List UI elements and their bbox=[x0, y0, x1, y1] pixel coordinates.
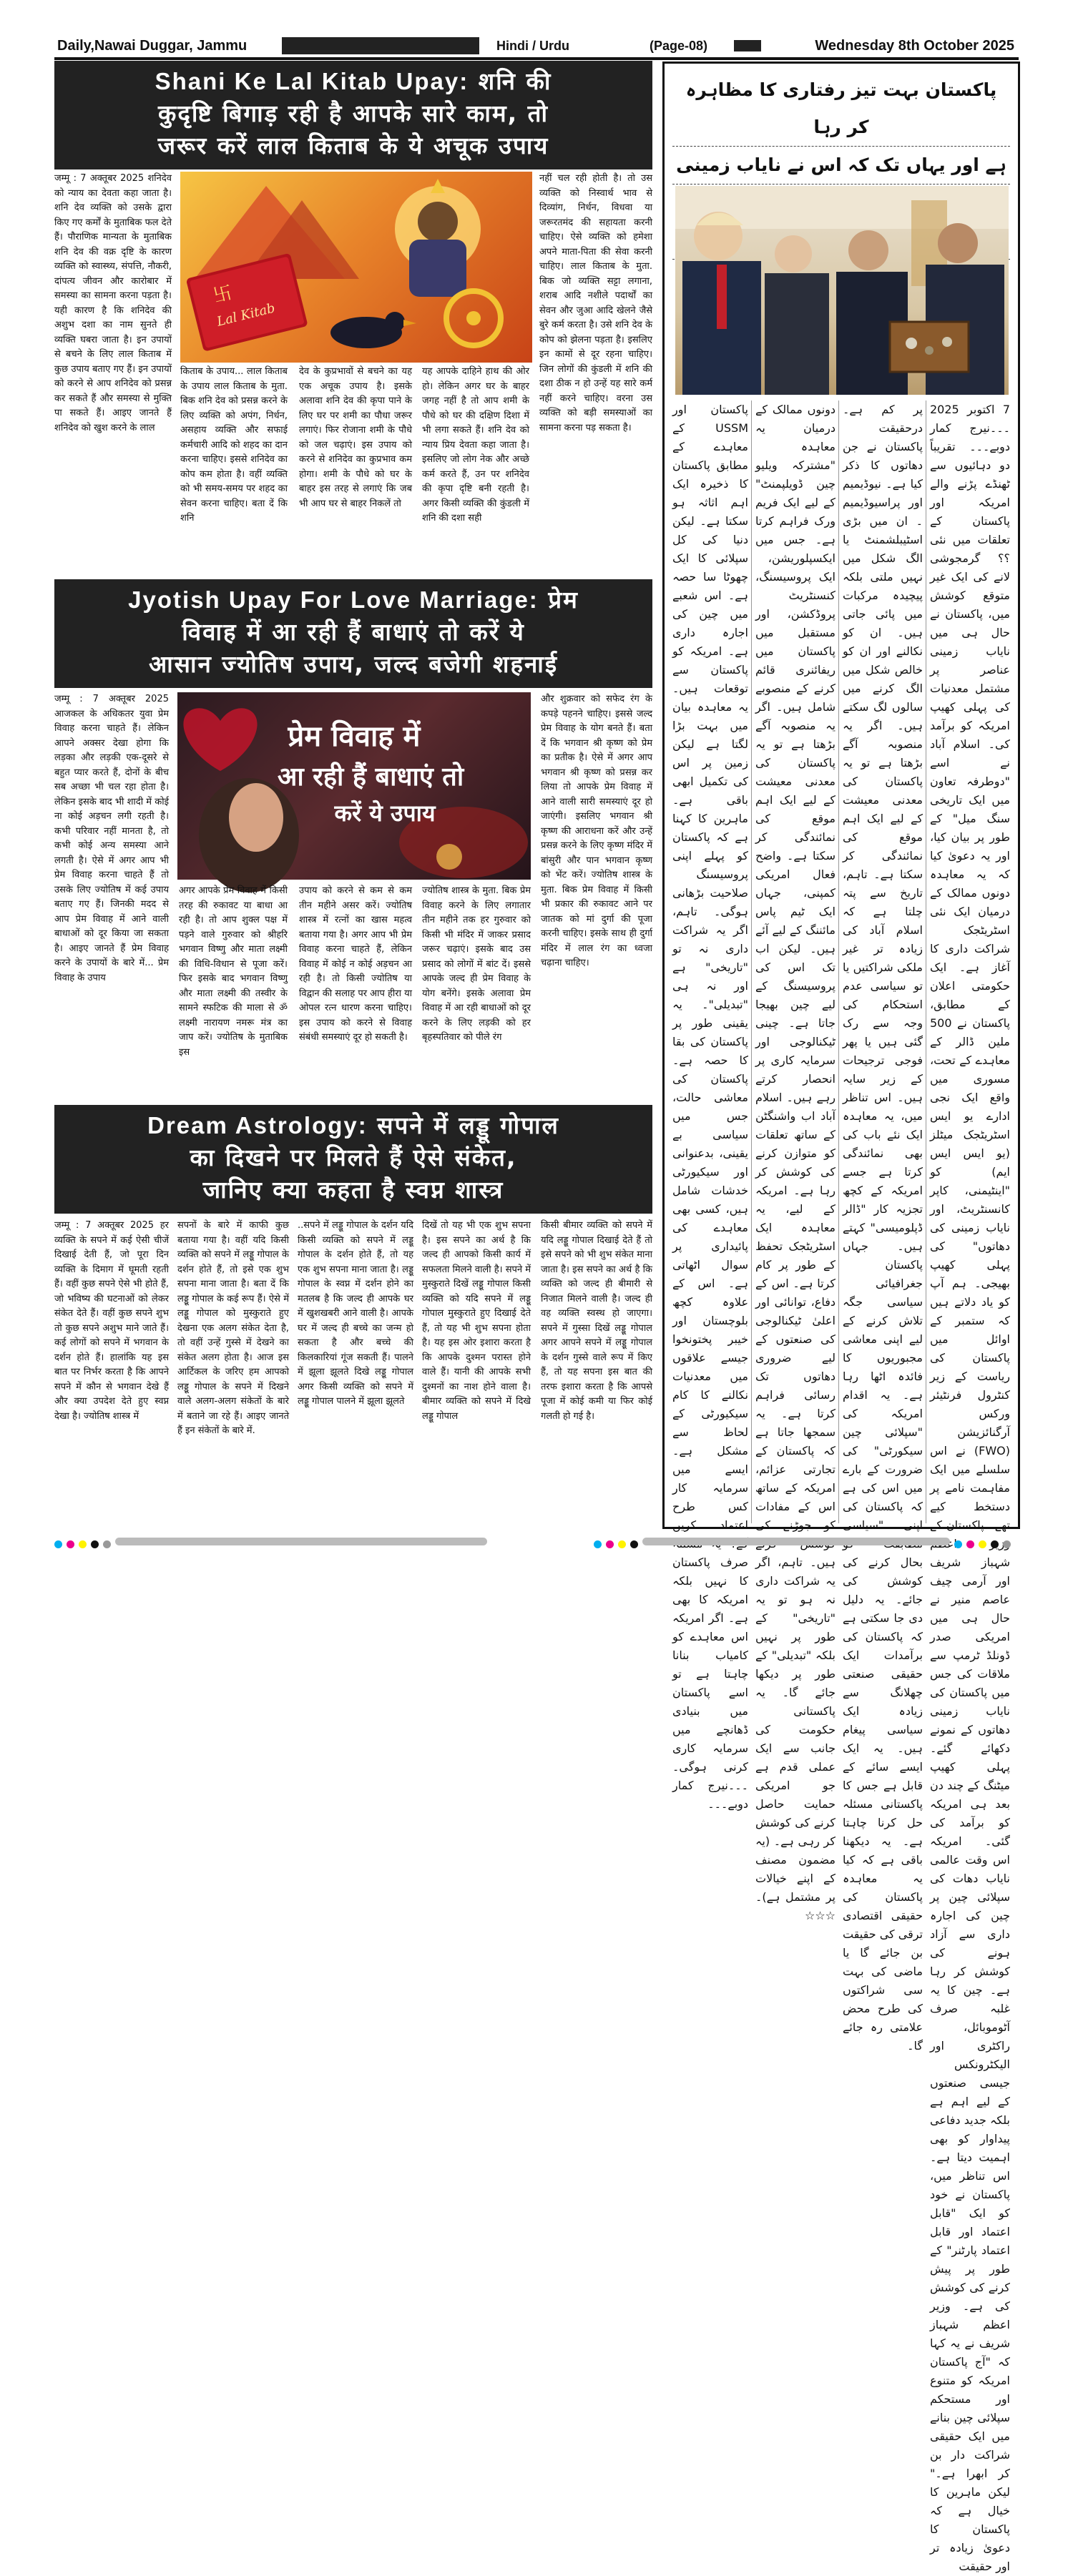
urdu-col3: دونوں ممالک کے درمیان یہ معاہدہ "مشترکہ ویلیو چین ڈویلپمنٹ" کے لیے ایک فریم ورک فراہم کرتا ہے۔ جس میں ایکسپلوریشن، ایک پروسیسنگ، کنسنٹریٹ پروڈکشن، اور مستقبل میں پاکستان میں ریفائنری قائم کرنے کے منصوبے شامل ہیں۔ اگر یہ منصوبہ آگے بڑھتا ہے تو یہ پاکستان کی معدنی معیشت کے لیے ایک اہم موقع کی نمائندگی کر سکتا ہے۔ واضح فعال امریکی کمپنی، جہاں ایک ٹیم پاس مائننگ کے لیے آئے ہیں۔ لیکن اب تک اس کی پروسیسنگ کے لیے چین بھیجا جاتا ہے۔ چینی ٹیکنالوجی اور سرمایہ کاری پر انحصار کرتے رہے ہیں۔ اسلام آباد اب واشنگٹن کے ساتھ تعلقات کو متوازن کرنے کی کوشش کر رہا ہے۔ امریکہ کے لیے، یہ معاہدہ ایک اسٹریٹجک تحفظ کے طور پر کام کرتا ہے۔ اس کے دفاع، توانائی اور اعلیٰ ٹیکنالوجی کی صنعتوں کے لیے ضروری دھاتوں تک رسائی فراہم کرتا ہے۔ یہ سمجھا جاتا ہے کہ پاکستان کے تجارتی عزائم، امریکہ کے ساتھ اس کے مفادات کو جوڑنے کی ہیں۔ تاہم، اگر یہ شراکت داری نہ ہو تو یہ "تاریخی" کے طور پر نہیں بلکہ "تبدیلی" کے طور پر دیکھا جائے گا۔ یہ پاکستانی حکومت کی جانب سے ایک عملی قدم ہے جو امریکی حمایت حاصل کرنے کی کوشش کر رہی ہے۔ (یہ مضمون مصنف کے اپنے خیالات پر مشتمل ہے)۔ ☆☆☆ bbox=[755, 403, 836, 1922]
grey-bar bbox=[115, 1538, 487, 1545]
article1-title-hi-2: कुदृष्टि बिगाड़ रही है आपके सारे काम, तो bbox=[157, 99, 549, 127]
article1-col2: किताब के उपाय... लाल किताब के उपाय लाल किताब के मुता. बिक शनि देव को प्रसन्न करने के लिए व्यक्ति को अपंग, निर्धन, असहाय व्यक्ति और सफाई कर्मचारी आदि को शहद का दान करना चाहिए। इससे शनिदेव का कोप कम होता है। वहीं व्यक्ति को भी समय-समय पर शहद का सेवन करना चाहिए। बता दें कि शनि bbox=[180, 366, 288, 523]
meeting-illustration bbox=[675, 186, 1009, 395]
article3-col2: सपनों के बारे में काफी कुछ बताया गया है। वहीं यदि किसी व्यक्ति को सपने में लड्डू गोपाल के दर्शन होते हैं, तो इसे एक शुभ सपना माना जाता है। बता दें कि लड्डू गोपाल के कई रूप हैं। ऐसे में लड्डू गोपाल को मुस्कुराते हुए देखना एक अलग संकेत देता है, तो वहीं उन्हें गुस्से में देखने का संकेत अलग होता है। आज इस आर्टिकल के जरिए हम आपको लड्डू गोपाल के सपने में दिखने वाले अलग-अलग संकेतों के बारे में बताने जा रहे हैं। आइए जानते हैं इन संकेतों के बारे में. bbox=[177, 1220, 289, 1436]
photo-text-line2: आ रही हैं बाधाएं तो bbox=[277, 762, 464, 792]
article1-col3: देव के कुप्रभावों से बचने का यह एक अचूक उपाय है। इसके अलावा शनि देव की कृपा पाने के लिए घर पर शमी का पौधा जरूर लगाएं। फिर रोजाना शमी के पौधे को जल चढ़ाएं। इस उपाय को करने से शनिदेव का कुप्रभाव कम होगा। शमी के पौधे को घर के बाहर इस तरह से लगाएं कि जब भी आप घर से बाहर निकलें तो bbox=[299, 366, 412, 509]
urdu-col4: پاکستان اور USSM کے معاہدے کے مطابق پاکستان کا ذخیرہ ایک اہم اثاثہ ہو سکتا ہے۔ لیکن دنیا کی کل سپلائی کا ایک چھوٹا سا حصہ ہے۔ اس شعبے میں چین کی اجارہ داری ہے۔ امریکہ کو پاکستان سے توقعات ہیں۔ یہ معاہدہ بیان میں بہت بڑا لگتا ہے لیکن زمین پر اس کی تکمیل ابھی باقی ہے۔ ماہرین کا کہنا ہے کہ پاکستان کو پہلے اپنی پروسیسنگ صلاحیت بڑھانی ہوگی۔ تاہم، اگر یہ شراکت داری نہ تو "تاریخی" ہے اور نہ ہی "تبدیلی"۔ یہ یقینی طور پر پاکستان کی بقا کا حصہ ہے۔ پاکستان کی معاشی حالت، جس میں سیاسی بے یقینی، بدعنوانی اور سیکیورٹی خدشات شامل ہیں، کسی بھی معاہدے کی پائیداری پر سوال اٹھاتی ہے۔ اس کے علاوہ کچھ بلوچستان اور خیبر پختونخوا جیسے علاقوں میں معدنیات نکالنے کا کام سیکیورٹی کے لحاظ سے مشکل ہے۔ ایسے میں سرمایہ کار کس طرح اعتماد کریں صرف پاکستان کا نہیں بلکہ امریکہ کا بھی ہے۔ اگر امریکہ اس معاہدے کو کامیاب بنانا چاہتا ہے تو اسے پاکستان میں بنیادی ڈھانچے میں سرمایہ کاری کرنی ہوگی۔ ۔۔۔نیرج کمار دوبے۔۔۔ bbox=[672, 403, 748, 1811]
article1-col4: यह आपके दाहिने हाथ की ओर हो। लेकिन अगर घर के बाहर जगह नहीं है तो आप शमी के पौधे को घर की दक्षिण दिशा में भी लगा सकते हैं। शनि देव को न्याय प्रिय देवता कहा जाता है। इसलिए जो लोग नेक और अच्छे कर्म करते हैं, उन पर शनिदेव की कृपा दृष्टि बनी रहती है। अगर किसी व्यक्ति की कुंडली में शनि की दशा सही bbox=[422, 366, 529, 523]
yellow-dot bbox=[79, 1540, 87, 1548]
article2-col4: ज्योतिष शास्त्र के मुता. बिक प्रेम विवाह करने के लिए लगातार तीन महीने तक हर गुरुवार को किसी भी मंदिर में जाकर प्रसाद जरूर चढ़ाएं। इसके बाद उस प्रसाद को लोगों में बांट दें। इससे आपके जल्द ही प्रेम विवाह के योग बनेंगे। इसके अलावा प्रेम विवाह में आ रही बाधाओं को दूर करने के लिए लड़की को हर बृहस्पतिवार को पीले रंग bbox=[422, 885, 531, 1043]
article1-headline bbox=[54, 61, 652, 169]
article1-col1: जम्मू : 7 अक्तूबर 2025 शनिदेव को न्याय का देवता कहा जाता है। शनि देव व्यक्ति को उसके द्वारा किए गए कर्मों के मुताबिक फल देते हैं। पौराणिक मान्यता के मुताबिक शनि देव की वक्र दृष्टि के कारण व्यक्ति को स्वास्थ्य, संपत्ति, नौकरी, दांपत्य जीवन और कारोबार में समस्या का सामना करना पड़ता है। यही कारण है कि शनिदेव की अशुभ दशा का नाम सुनते ही व्यक्ति घबरा जाता है। इन उपायों से बचने के लिए लाल किताब में कुछ उपाय बताए गए हैं। इन उपायों को करने से आप शनिदेव को प्रसन्न कर सकते हैं और समस्या से मुक्ति पा सकते हैं। आइए जानते हैं शनिदेव को खुश करने के लाल bbox=[54, 173, 172, 433]
article2-col1: जम्मू : 7 अक्तूबर 2025 आजकल के अधिकतर युवा प्रेम विवाह करना चाहते हैं। लेकिन आपने अक्सर देखा होगा कि लड़का और लड़की एक-दूसरे से बहुत प्यार करते हैं, दोनों के बीच सब अच्छा भी चल रहा होता है। लेकिन इसके बाद भी शादी में कोई ना कोई अड़चन लगी रहती है। कभी परिवार नहीं मानता है, तो कभी कोई अन्य समस्या आने लगती है। ऐसे में अगर आप भी प्रेम विवाह करना चाहते हैं तो उसके लिए ज्योतिष में कई उपाय बताए गए हैं। जिनकी मदद से आप प्रेम विवाह में आने वाली बाधाओं को दूर किया जा सकता है। आइए जानते हैं प्रेम विवाह करने के उपायों के बारे में... प्रेम विवाह के उपाय bbox=[54, 694, 169, 983]
issue-date: Wednesday 8th October 2025 bbox=[815, 38, 1014, 54]
magenta-dot bbox=[966, 1540, 974, 1548]
magenta-dot bbox=[606, 1540, 614, 1548]
cyan-dot bbox=[54, 1540, 62, 1548]
urdu-col1: 7 اکتوبر 2025 ۔۔۔نیرج کمار دوبے۔۔۔ تقریباً دو دہائیوں سے ٹھنڈے پڑنے والے امریکہ اور پاکستان کے تعلقات میں نئی ؟؟ گرمجوشی لانے کی ایک غیر متوقع کوشش میں، پاکستان نے حال ہی میں نایاب زمینی عناصر پر مشتمل معدنیات کی پہلی کھیپ امریکہ کو برآمد کی۔ اسلام آباد نے اسے "دوطرفہ تعاون میں ایک تاریخی سنگ میل" کے طور پر بیان کیا، اور یہ دعویٰ کیا کہ یہ معاہدہ دونوں ممالک کے درمیان ایک نئی اسٹریٹجک شراکت داری کا آغاز ہے۔ ایک حکومتی اعلان کے مطابق، پاکستان نے 500 ملین ڈالر کے معاہدے کے تحت، مسوری میں واقع ایک نجی ادارے یو ایس اسٹریٹجک میٹلز (یو ایس ایس ایم) کو "اینٹیمنی، کاپر کانسنٹریٹ، اور نایاب زمینی کی دھاتوں" کی پہلی کھیپ بھیجی۔ ہم آپ کو یاد دلاتے ہیں کہ ستمبر کے اوائل میں پاکستان کی ریاست کے زیر کنٹرول فرنٹیئر ورکس آرگنائزیشن (FWO) نے اس سلسلے میں ایک مفاہمت نامے پر دستخط کیے تھے۔ پاکستان کے وزیر شہباز شریف اور آرمی چیف عاصم منیر نے حال ہی میں امریکی صدر ڈونلڈ ٹرمپ سے ملاقات کی جس میں پاکستان کی نایاب زمینی دھاتوں کے نمونے دکھائے گئے۔ پہلی کھیپ میٹنگ کے چند دن بعد ہی امریکہ کو برآمد کی گئی۔ امریکہ اس وقت عالمی نایاب دھات کی سپلائی چین پر چین کی اجارہ داری سے آزاد ہونے کی کوشش کر رہا ہے۔ چین کا یہ غلبہ صرف آٹوموبائل، راکٹری اور الیکٹرونکس جیسی صنعتوں کے لیے اہم ہے بلکہ جدید دفاعی پیداوار کو بھی اہمیت دیتا ہے۔ اس تناظر میں، پاکستان نے خود کو ایک "قابل اعتماد اور قابل اعتماد پارٹنر" کے طور پر پیش کرنے کی کوشش کی ہے۔ وزیر اعظم شہباز شریف نے یہ کہا کہ "آج پاکستان امریکہ کو متنوع اور مستحکم سپلائی چین بنانے میں ایک حقیقی شراکت دار بن کر ابھرا ہے۔" لیکن ماہرین کا خیال ہے کہ پاکستان کا دعویٰ زیادہ تر اور حقیقت bbox=[930, 403, 1010, 2573]
page-number: (Page-08) bbox=[650, 39, 708, 53]
photo-text-line3: करें ये उपाय bbox=[334, 800, 436, 827]
love-marriage-illustration bbox=[177, 692, 531, 880]
article3-title-hi-3: जानिए क्या कहता है स्वप्न शास्त्र bbox=[202, 1176, 504, 1204]
svg-text:卐: 卐 bbox=[211, 282, 235, 308]
urdu-headline-line2: ہے اور یہاں تک کہ اس نے نایاب زمینی bbox=[672, 147, 1010, 185]
black-dot bbox=[91, 1540, 99, 1548]
article1-title-en: Shani Ke Lal Kitab Upay: bbox=[155, 68, 469, 94]
article2-title-hi-3: आसान ज्योतिष उपाय, जल्द बजेगी शहनाई bbox=[148, 650, 559, 678]
article3-col3: ..सपने में लड्डू गोपाल के दर्शन यदि किसी व्यक्ति को सपने में लड्डू गोपाल के दर्शन होते हैं, तो यह एक शुभ सपना माना जाता है। लड्डू गोपाल के स्वप्न में दर्शन होने का मतलब है कि जल्द ही आपके घर में खुशखबरी आने वाली है। आपके घर में जल्द ही बच्चे का जन्म हो सकता है और बच्चे की किलकारियां गूंज सकती हैं। पालने में झूला झूलते दिखे लड्डू गोपाल अगर किसी व्यक्ति को सपने में लड्डू गोपाल पालने में झूला झूलते bbox=[298, 1220, 413, 1407]
article1-title-hi-3: जरूर करें लाल किताब के ये अचूक उपाय bbox=[157, 132, 549, 159]
registration-marks-left bbox=[54, 1538, 487, 1548]
masthead-black-bar-right bbox=[734, 40, 761, 51]
article2-headline bbox=[54, 579, 652, 688]
urdu-photo-meeting bbox=[675, 186, 1009, 395]
article3-headline bbox=[54, 1105, 652, 1214]
urdu-col2: پر کم ہے۔ درحقیقت پاکستان نے جن دھاتوں کا ذکر کیا ہے۔ نیوڈیمیم اور پراسیوڈیمیم ۔ ان میں بڑی اسٹیبلشمنٹ یا الگ شکل میں نہیں ملتی بلکہ پیچیدہ مرکبات میں پائی جاتی ہیں۔ ان کو نکالنے اور ان کو خالص شکل میں الگ کرنے میں سالوں لگ سکتے ہیں۔ اگر یہ منصوبہ آگے بڑھتا ہے تو یہ پاکستان کی معدنی معیشت کے لیے ایک اہم موقع کی نمائندگی کر سکتا ہے۔ تاہم، تاریخ سے پتہ چلتا ہے کہ اسلام آباد کی زیادہ تر غیر ملکی شراکتیں یا تو سیاسی عدم استحکام کی وجہ سے رک گئی ہیں یا پھر فوجی ترجیحات کے زیر سایہ ہیں۔ اس تناظر میں، یہ معاہدہ ایک نئے باب کی بھی نمائندگی کرتا ہے جسے امریکہ کے کچھ تجزیہ کار "ڈالر ڈپلومیسی" کہتے ہیں۔ جہاں پاکستان جغرافیائی سیاسی جگہ تلاش کرنے کے لیے اپنی معاشی مجبوریوں کا فائدہ اٹھا رہا ہے۔ یہ اقدام امریکہ کی "سپلائی چین سیکورٹی" کی ضرورت کے بارے میں اس کی ہے کہ پاکستان کی اپنی "سیاسی بحال کرنے کی کوشش کی جائے۔ یہ دلیل دی جا سکتی ہے کہ پاکستان کی برآمدات ایک حقیقی صنعتی چھلانگ سے زیادہ ایک سیاسی پیغام ہیں۔ یہ ایک ایسے سائے کے قابل ہے جس کا پاکستانی مسئلہ حل کرنا چاہتا ہے۔ یہ دیکھنا باقی ہے کہ کیا یہ معاہدہ پاکستان کی حقیقی اقتصادی ترقی کی حقیقت بن جائے گا یا ماضی کی بہت سی شراکتوں کی طرح محض علامتی رہ جائے گا۔ bbox=[842, 403, 923, 2053]
article1-photo-shani-lal-kitab bbox=[180, 172, 532, 363]
grey-bar bbox=[642, 1538, 950, 1545]
article2-col5: और शुक्रवार को सफेद रंग के कपड़े पहनने चाहिए। इससे जल्द प्रेम विवाह के योग बनते हैं। बता दें कि भगवान श्री कृष्ण को प्रेम का प्रतीक है। ऐसे में अगर आप भगवान श्री कृष्ण को प्रसन्न कर लिया तो आपके प्रेम विवाह में आने वाली सारी समस्याएं दूर हो जाएंगी। इसलिए भगवान श्री कृष्ण की आराधना करें और उन्हें प्रसन्न करने के लिए कृष्ण मंदिर में बांसुरी और पान भगवान कृष्ण को भेंट करें। ज्योतिष शास्त्र के मुता. बिक प्रेम विवाह में किसी भी प्रकार की रुकावट आने पर जातक को मां दुर्गा की पूजा करनी चाहिए। इसके साथ ही दुर्गा मंदिर में लाल रंग का ध्वजा चढ़ाना चाहिए। bbox=[541, 694, 652, 968]
masthead bbox=[54, 36, 1019, 57]
paper-name: Daily,Nawai Duggar, Jammu bbox=[57, 38, 248, 54]
article1-col5: नहीं चल रही होती है। तो उस व्यक्ति को निस्वार्थ भाव से दिव्यांग, निर्धन, विधवा या जरूरतमंद की सहायता करनी चाहिए। ऐसे व्यक्ति को हमेशा अपने माता-पिता की सेवा करनी चाहिए। लाल किताब के मुता. बिक जो व्यक्ति सट्टा लगाना, शराब आदि नशीले पदार्थों का सेवन और जुआ आदि खेलने जैसे बुरे कर्म करता है। उसे शनि देव के कोप को झेलना पड़ता है। इसलिए इन कामों से दूर रहना चाहिए। जिन लोगों की कुंडली में शनि की दशा ठीक न हो उन्हें यह सारे कर्म नहीं करने चाहिए। वरना उस व्यक्ति को बड़ी समस्याओं का सामना करना पड़ सकता है। bbox=[539, 173, 652, 433]
article3-col5: किसी बीमार व्यक्ति को सपने में यदि लड्डू गोपाल दिखाई देते हैं तो इसे सपने को भी शुभ संकेत माना जाता है। इस सपने का अर्थ है कि व्यक्ति को जल्द ही बीमारी से निजात मिलने वाली है। जल्द ही वह व्यक्ति स्वस्थ हो जाएगा। सपने में गुस्सा दिखें लड्डू गोपाल अगर आपने सपने में लड्डू गोपाल के दर्शन गुस्से वाले रूप में किए हैं, तो यह सपना इस बात की तरफ इशारा करता है कि आपसे पूजा में कोई कमी या फिर कोई गलती हो गई है। bbox=[541, 1220, 652, 1422]
masthead-black-bar bbox=[282, 37, 479, 54]
article3-col4: दिखें तो यह भी एक शुभ सपना है। इस सपने का अर्थ है कि जल्द ही आपको किसी कार्य में सफलता मिलने वाली है। सपने में मुस्कुराते दिखें लड्डू गोपाल किसी व्यक्ति को यदि सपने में लड्डू गोपाल मुस्कुराते हुए दिखाई देते हैं, तो यह भी शुभ सपना होता है। यह इस ओर इशारा करता है कि आपके दुश्मन परास्त होने वाले हैं। यानी की आपके सभी दुश्मनों का नाश होने वाला है। बीमार व्यक्ति को सपने में दिखे लड्डू गोपाल bbox=[422, 1220, 531, 1422]
cyan-dot bbox=[594, 1540, 602, 1548]
masthead-rule bbox=[54, 57, 1019, 60]
yellow-dot bbox=[618, 1540, 626, 1548]
article3-col1: जम्मू : 7 अक्तूबर 2025 हर व्यक्ति के सपने में कई ऐसी चीजें दिखाई देती हैं, जो पूरा दिन व्यक्ति के दिमाग में घूमती रहती हैं। वहीं कुछ सपने ऐसे भी होते हैं, जो भविष्य की घटनाओं को लेकर संकेत देते हैं। वहीं कुछ सपने शुभ तो कुछ सपने अशुभ माने जाते हैं। कई लोगों को सपने में भगवान के दर्शन होते हैं। हालांकि यह इस बात पर निर्भर करता है कि आपने सपने में कौन से भगवान देखे हैं और क्या उपदेश देते हुए स्वप्न देखा है। ज्योतिष शास्त्र में bbox=[54, 1220, 169, 1422]
article1-title-hi-1: शनि की bbox=[478, 67, 552, 95]
cyan-dot bbox=[954, 1540, 962, 1548]
article2-title-hi-2: विवाह में आ रही हैं बाधाएं तो करें ये bbox=[182, 618, 525, 646]
urdu-headline-line1: پاکستان بہت تیز رفتاری کا مظاہرہ کر رہا bbox=[672, 72, 1010, 147]
article3-title-hi-2: का दिखने पर मिलते हैं ऐसे संकेत, bbox=[190, 1144, 517, 1171]
grey-dot bbox=[103, 1540, 111, 1548]
yellow-dot bbox=[979, 1540, 986, 1548]
article2-col3: उपाय को करने से कम से कम तीन महीने असर करें। ज्योतिष शास्त्र में रत्नों का खास महत्व बताया गया है। अगर आप भी प्रेम विवाह करना चाहते हैं, लेकिन विवाह में कोई न कोई अड़चन आ रही है। तो किसी ज्योतिष या विद्वान की सलाह पर आप हीरा या ओपल रत्न धारण करना चाहिए। इस उपाय को करने से विवाह संबंधी समस्याएं दूर हो सकती है। bbox=[299, 885, 412, 1043]
black-dot bbox=[630, 1540, 638, 1548]
article2-photo-love-marriage bbox=[177, 692, 531, 880]
magenta-dot bbox=[67, 1540, 74, 1548]
book-title-text: Lal Kitab bbox=[215, 300, 277, 330]
black-dot bbox=[991, 1540, 999, 1548]
article2-title-en: Jyotish Upay For Love Marriage: bbox=[128, 586, 539, 613]
photo-text-line1: प्रेम विवाह में bbox=[288, 720, 421, 753]
registration-marks-right bbox=[594, 1538, 1015, 1548]
article3-title-en: Dream Astrology: bbox=[147, 1112, 368, 1139]
article2-col2: अगर आपके प्रेम विवाह में किसी तरह की रुकावट या बाधा आ रही है। तो आप शुक्ल पक्ष में पड़ने वाले गुरुवार को श्रीहरि भगवान विष्णु और माता लक्ष्मी की विधि-विधान से पूजा करें। फिर इसके बाद भगवान विष्णु और माता लक्ष्मी की तस्वीर के सामने स्फटिक की माला से ॐ लक्ष्मी नारायण नमरू मंत्र का जाप करें। ज्योतिष के मुताबिक इस bbox=[179, 885, 288, 1058]
language-label: Hindi / Urdu bbox=[496, 39, 569, 53]
article3-title-hi-1: सपने में लड्डू गोपाल bbox=[377, 1111, 559, 1139]
grey-dot bbox=[1003, 1540, 1011, 1548]
article2-title-hi-1: प्रेम bbox=[548, 586, 579, 614]
urdu-col-divider-3 bbox=[751, 400, 752, 1523]
urdu-col-divider-2 bbox=[838, 400, 839, 1523]
shani-illustration bbox=[180, 172, 532, 363]
